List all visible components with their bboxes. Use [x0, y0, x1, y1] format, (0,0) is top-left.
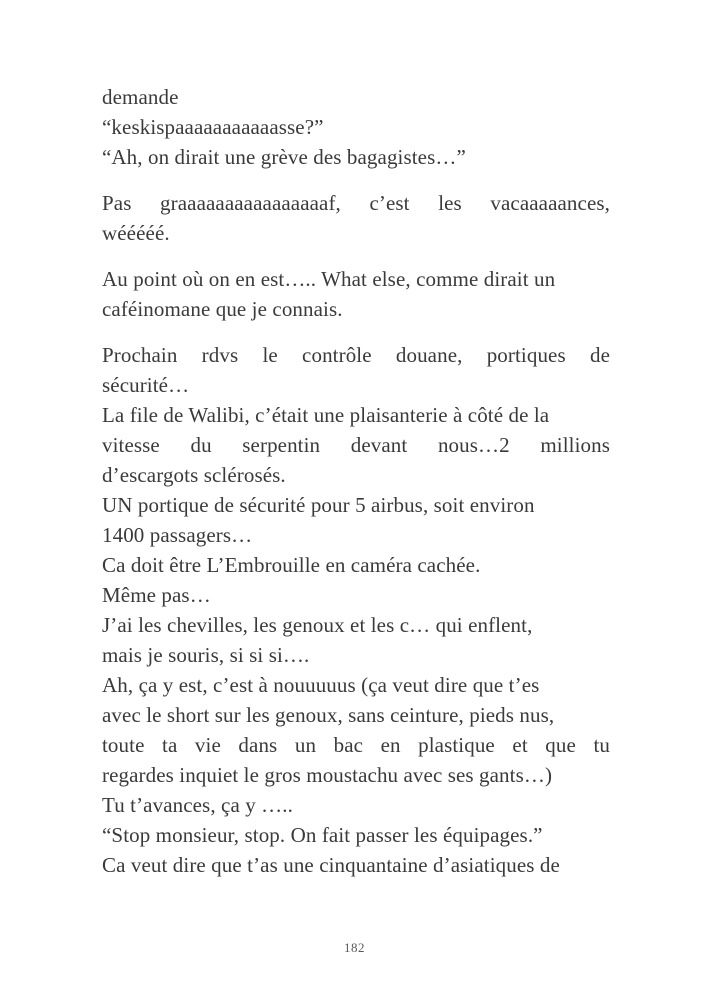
text-line: wééééé. [102, 221, 170, 245]
text-line: Au point où on en est….. What else, comme dirait un [102, 267, 556, 291]
text-line: J’ai les chevilles, les genoux et les c… qui enflent, [102, 613, 533, 637]
text-line: mais je souris, si si si…. [102, 643, 310, 667]
text-line: “Stop monsieur, stop. On fait passer les équipages.” [102, 823, 543, 847]
text-line: vitesse du serpentin devant nous…2 millions [102, 433, 610, 457]
text-line: sécurité… [102, 373, 190, 397]
page-number: 182 [344, 940, 365, 955]
text-line: avec le short sur les genoux, sans ceinture, pieds nus, [102, 703, 555, 727]
page-text-block [102, 82, 610, 880]
text-line: “keskispaaaaaaaaaaasse?” [102, 115, 324, 139]
text-line: Même pas… [102, 583, 211, 607]
text-line: caféinomane que je connais. [102, 297, 343, 321]
text-line: 1400 passagers… [102, 523, 253, 547]
text-line: “Ah, on dirait une grève des bagagistes…” [102, 145, 466, 169]
text-line: Tu t’avances, ça y ….. [102, 793, 293, 817]
text-line: La file de Walibi, c’était une plaisanterie à côté de la [102, 403, 550, 427]
text-line: Pas graaaaaaaaaaaaaaaaf, c’est les vacaaaaances, [102, 191, 610, 215]
text-line: Prochain rdvs le contrôle douane, portiques de [102, 343, 610, 367]
text-line: Ca doit être L’Embrouille en caméra cachée. [102, 553, 481, 577]
text-line: regardes inquiet le gros moustachu avec ses gants…) [102, 763, 553, 787]
text-line: Ca veut dire que t’as une cinquantaine d’asiatiques de [102, 853, 560, 877]
text-line: d’escargots sclérosés. [102, 463, 286, 487]
text-line: demande [102, 85, 179, 109]
text-line: toute ta vie dans un bac en plastique et que tu [102, 733, 610, 757]
text-line: Ah, ça y est, c’est à nouuuuus (ça veut dire que t’es [102, 673, 540, 697]
text-line: UN portique de sécurité pour 5 airbus, soit environ [102, 493, 535, 517]
